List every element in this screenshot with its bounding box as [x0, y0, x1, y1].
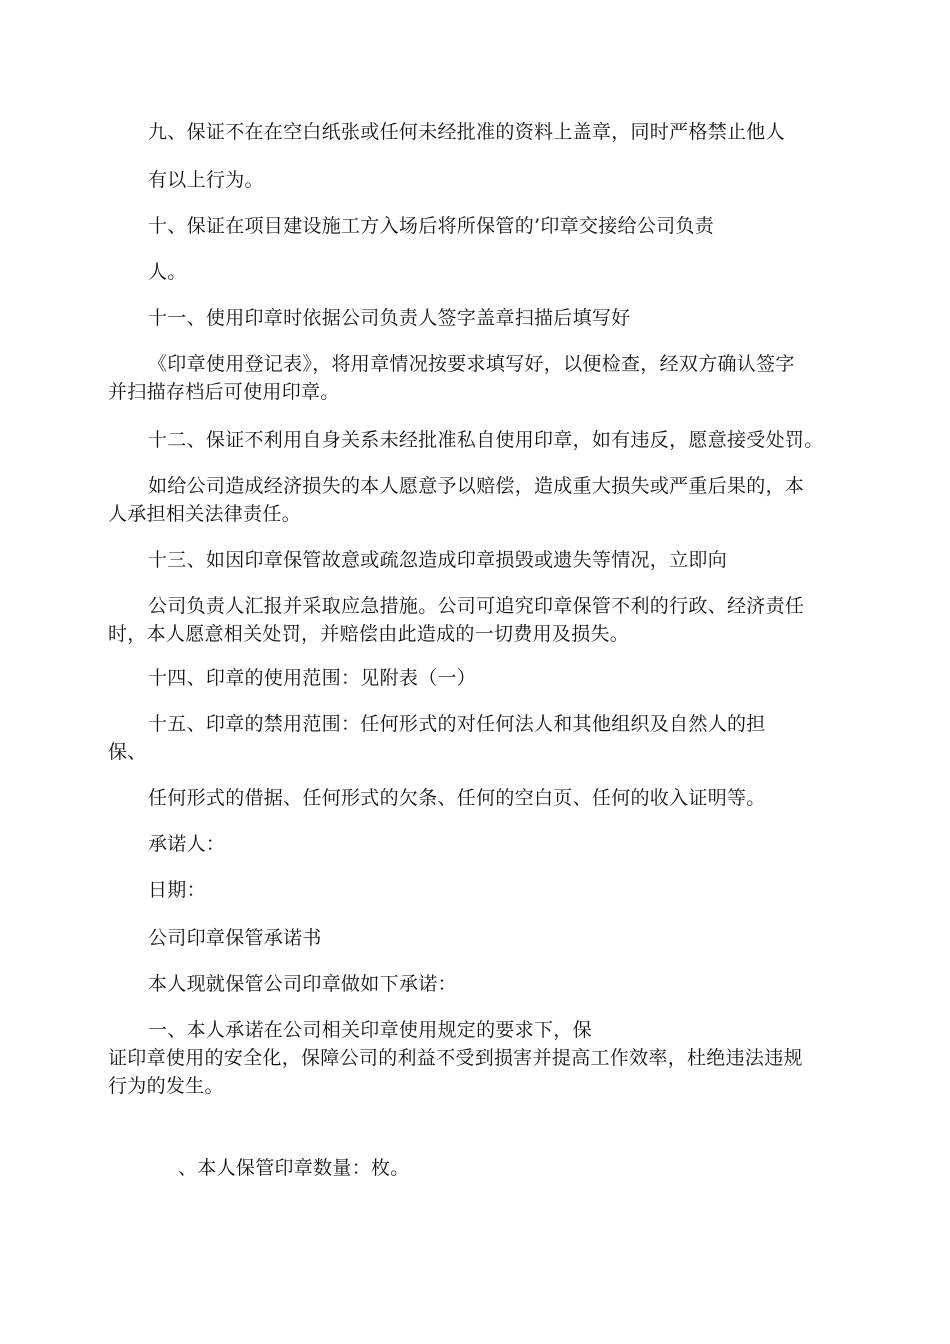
clause-1-line-3: 行为的发生。	[108, 1075, 224, 1097]
clause-11-line-3: 并扫描存档后可使用印章。	[108, 381, 340, 403]
clause-11-line-2: 《印章使用登记表》，将用章情况按要求填写好，以便检查，经双方确认签字	[148, 353, 795, 375]
promisor-label: 承诺人：	[148, 833, 226, 855]
section-title: 公司印章保管承诺书	[148, 927, 322, 949]
clause-14-line-1: 十四、印章的使用范围：见附表（一）	[148, 667, 477, 689]
date-label: 日期：	[148, 879, 206, 901]
clause-15-line-2: 保、	[108, 741, 147, 763]
clause-13-line-3: 时，本人愿意相关处罚，并赔偿由此造成的一切费用及损失。	[108, 623, 630, 645]
clause-1-line-1: 一、本人承诺在公司相关印章使用规定的要求下，保	[148, 1019, 592, 1041]
clause-10-line-2: 人。	[148, 261, 187, 283]
intro-line: 本人现就保管公司印章做如下承诺：	[148, 973, 457, 995]
clause-10-line-1: 十、保证在项目建设施工方入场后将所保管的’印章交接给公司负责	[148, 215, 715, 237]
clause-12-line-2: 如给公司造成经济损失的本人愿意予以赔偿，造成重大损失或严重后果的，本	[148, 475, 805, 497]
clause-2-line-1: 、本人保管印章数量：枚。	[178, 1157, 410, 1179]
clause-15-line-1: 十五、印章的禁用范围：任何形式的对任何法人和其他组织及自然人的担	[148, 713, 766, 735]
clause-12-line-3: 人承担相关法律责任。	[108, 503, 302, 525]
clause-9-line-1: 九、保证不在在空白纸张或任何未经批准的资料上盖章，同时严格禁止他人	[148, 121, 785, 143]
clause-11-line-1: 十一、使用印章时依据公司负责人签字盖章扫描后填写好	[148, 307, 631, 329]
clause-13-line-2: 公司负责人汇报并采取应急措施。公司可追究印章保管不利的行政、经济责任	[148, 595, 805, 617]
clause-9-line-2: 有以上行为。	[148, 169, 264, 191]
clause-1-line-2: 证印章使用的安全化，保障公司的利益不受到损害并提高工作效率，杜绝违法违规	[108, 1047, 803, 1069]
clause-13-line-1: 十三、如因印章保管故意或疏忽造成印章损毁或遗失等情况，立即向	[148, 549, 728, 571]
clause-15-line-3: 任何形式的借据、任何形式的欠条、任何的空白页、任何的收入证明等。	[148, 787, 766, 809]
clause-12-line-1: 十二、保证不利用自身关系未经批准私自使用印章，如有违反，愿意接受处罚。	[148, 429, 824, 451]
